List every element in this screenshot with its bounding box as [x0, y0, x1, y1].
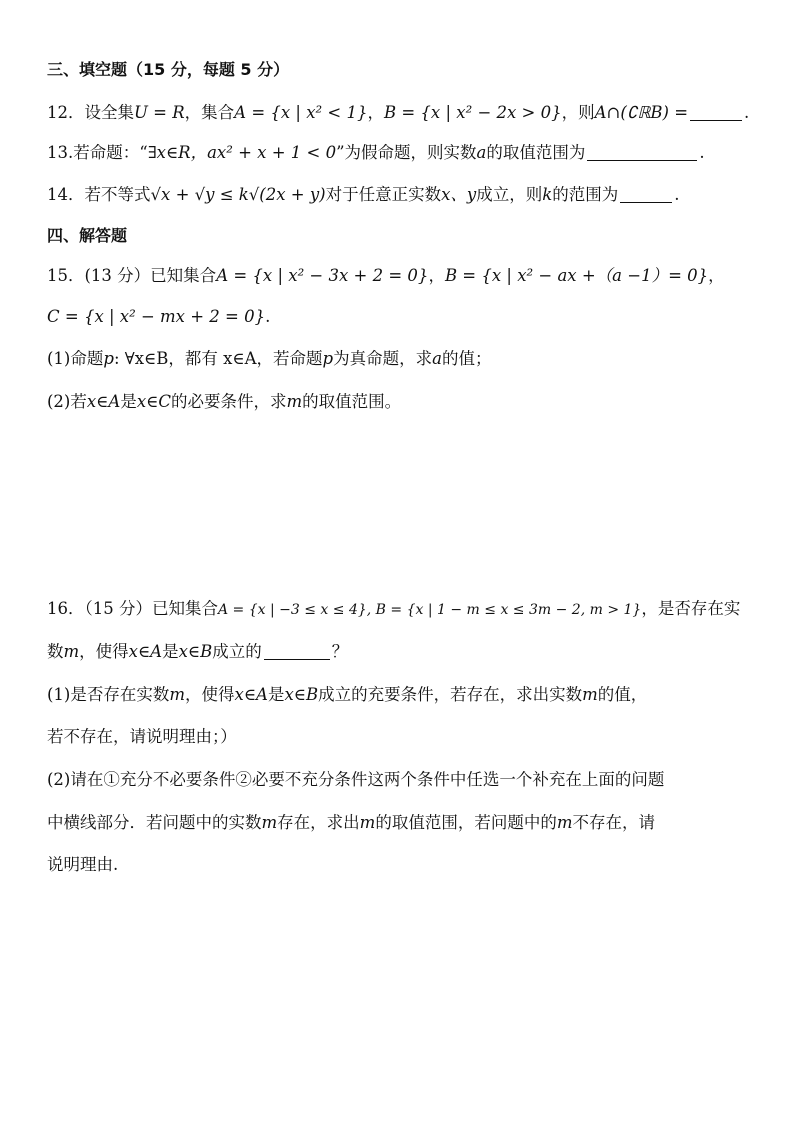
- q16-l2-c: 是: [162, 642, 179, 661]
- q14-vars-xy: x、y: [441, 185, 477, 204]
- q13-var-a: a: [476, 143, 487, 162]
- question-16-line-1: [47, 597, 740, 622]
- question-15-part-2: [47, 390, 401, 414]
- q12-math-set-a: A = {x | x² < 1}: [234, 103, 368, 122]
- q15-p1-c: 为真命题，求: [333, 349, 433, 368]
- q15-comma-1: ，: [428, 266, 445, 285]
- q15-comma-2: ，: [708, 266, 725, 285]
- q14-text-3: 成立，则: [476, 185, 543, 204]
- question-16-part-1-line-1: [47, 683, 647, 707]
- q15-p2-math2: x∈C: [136, 392, 171, 411]
- question-16-line-2: [47, 640, 348, 664]
- section-answer-title: 四、解答题: [47, 226, 128, 245]
- q13-math-proposition: ∃x∈R，ax² + x + 1 < 0: [147, 143, 337, 162]
- q12-text-1: 设全集: [84, 103, 134, 122]
- q16-sets: A = {x | −3 ≤ x ≤ 4}, B = {x | 1 − m ≤ x ≤ 3m − 2, m > 1}: [218, 602, 642, 618]
- q14-text-4: 的范围为: [552, 185, 619, 204]
- q15-p1-p2: p: [322, 349, 334, 368]
- q15-p1-p: p: [103, 349, 114, 368]
- q16-p2-d: 不存在，请: [572, 813, 655, 832]
- q15-period: .: [265, 307, 271, 326]
- q16-l2-math1: x∈A: [128, 642, 163, 661]
- q12-text-3: ，: [367, 103, 384, 122]
- q16-p1-e: 的值，: [597, 685, 648, 704]
- q15-set-b: B = {x | x² − ax +（a −1）= 0}: [444, 266, 709, 285]
- q13-answer-blank[interactable]: [587, 143, 697, 161]
- q16-p2-m3: m: [556, 813, 573, 832]
- q14-var-k: k: [542, 185, 553, 204]
- q13-end: .: [699, 143, 705, 162]
- question-14: [47, 183, 680, 207]
- q16-p1-d: 成立的充要条件，若存在，求出实数: [318, 685, 583, 704]
- q14-answer-blank[interactable]: [620, 185, 672, 203]
- q14-number: 14．: [47, 185, 85, 204]
- q16-l2-end: ？: [331, 642, 349, 661]
- q15-p1-a: (1)命题: [47, 349, 104, 368]
- q14-text-2: 对于任意正实数: [325, 185, 442, 204]
- q16-p1-math2: x∈B: [284, 685, 319, 704]
- question-12: [47, 101, 749, 125]
- q15-p2-c: 的必要条件，求: [170, 392, 287, 411]
- q16-l2-math2: x∈B: [178, 642, 213, 661]
- q13-number: 13.: [47, 143, 74, 162]
- q12-math-expression: A∩(∁ℝB) =: [594, 103, 689, 122]
- q15-p2-b: 是: [120, 392, 137, 411]
- q15-p1-b: : ∀x∈B，都有 x∈A，若命题: [113, 349, 323, 368]
- question-15-part-1: [47, 347, 491, 371]
- q16-p2-m2: m: [359, 813, 376, 832]
- q14-math-inequality: √x + √y ≤ k√(2x + y): [150, 185, 326, 204]
- q14-text-1: 若不等式: [84, 185, 151, 204]
- q16-answer-blank[interactable]: [264, 642, 330, 660]
- question-16-part-1-line-2: 若不存在，请说明理由；）: [47, 727, 237, 746]
- q16-l2-b: ，使得: [79, 642, 129, 661]
- q16-l2-a: 数: [47, 642, 64, 661]
- question-16-part-2-line-1: (2)请在①充分不必要条件②必要不充分条件这两个条件中任选一个补充在上面的问题: [47, 770, 665, 789]
- q16-p1-b: ，使得: [185, 685, 235, 704]
- question-13: [47, 141, 705, 165]
- q15-set-c: C = {x | x² − mx + 2 = 0}: [47, 307, 266, 326]
- q15-p2-m: m: [286, 392, 303, 411]
- question-15-line-1: [47, 264, 725, 288]
- question-16-part-2-line-2: [47, 811, 655, 835]
- q16-p1-c: 是: [267, 685, 285, 704]
- q12-text-2: ，集合: [184, 103, 235, 122]
- q16-prefix: 16．（15 分）已知集合: [47, 599, 218, 618]
- q16-l2-m: m: [63, 642, 80, 661]
- q12-number: 12．: [47, 103, 85, 122]
- q12-text-4: ，则: [561, 103, 595, 122]
- q15-p2-a: (2)若: [47, 392, 87, 411]
- q16-l2-d: 成立的: [212, 642, 262, 661]
- q16-p1-m: m: [169, 685, 186, 704]
- q16-p2-m: m: [261, 813, 278, 832]
- q15-prefix: 15．(13 分）已知集合: [47, 266, 217, 285]
- q15-p1-a-var: a: [432, 349, 442, 368]
- q15-p2-math1: x∈A: [86, 392, 121, 411]
- question-16-part-2-line-3: 说明理由.: [47, 855, 119, 874]
- q13-text-1: 若命题：“: [73, 143, 148, 162]
- q14-end: .: [674, 185, 680, 204]
- q16-p2-c: 的取值范围，若问题中的: [375, 813, 557, 832]
- q15-set-a: A = {x | x² − 3x + 2 = 0}: [216, 266, 429, 285]
- q13-text-2: ”为假命题，则实数: [336, 143, 477, 162]
- q16-p1-a: (1)是否存在实数: [47, 685, 170, 704]
- q16-suffix: ，是否存在实: [641, 599, 741, 618]
- section-fill-in-title: 三、填空题（15 分，每题 5 分）: [47, 60, 290, 79]
- q16-p1-math1: x∈A: [234, 685, 268, 704]
- q16-p1-m2: m: [582, 685, 598, 704]
- q16-p2-b: 存在，求出: [277, 813, 360, 832]
- q13-text-3: 的取值范围为: [486, 143, 586, 162]
- q15-p2-d: 的取值范围。: [302, 392, 402, 411]
- q12-math-universal: U = R: [134, 103, 185, 122]
- q12-math-set-b: B = {x | x² − 2x > 0}: [383, 103, 562, 122]
- q15-p1-d: 的值；: [441, 349, 492, 368]
- question-15-line-2: [47, 305, 270, 329]
- q12-answer-blank[interactable]: [690, 103, 742, 121]
- q16-p2-a: 中横线部分．若问题中的实数: [47, 813, 262, 832]
- q12-end: .: [744, 103, 750, 122]
